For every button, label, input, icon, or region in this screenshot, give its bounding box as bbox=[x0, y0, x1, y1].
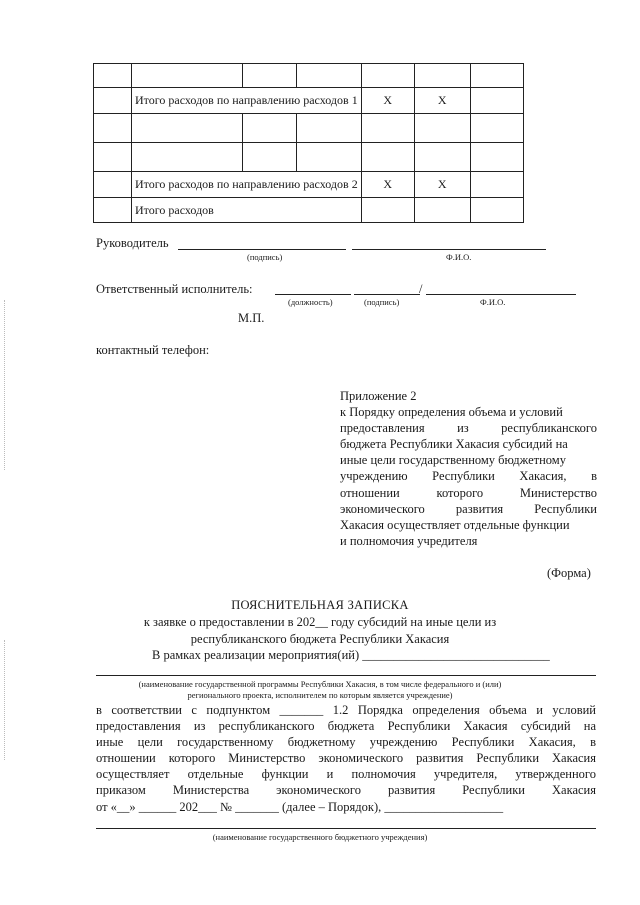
table-row bbox=[94, 143, 524, 172]
note-body-line: иные цели государственному бюджетному учреждению Республики Хакасия, в bbox=[96, 735, 596, 750]
table-row bbox=[94, 172, 524, 198]
appendix-block bbox=[340, 388, 597, 549]
table-row bbox=[94, 114, 524, 143]
appendix-line: к Порядку определения объема и условий bbox=[340, 405, 563, 420]
executor-label: Ответственный исполнитель: bbox=[96, 282, 253, 296]
note-body-line: предоставления из республиканского бюджета Республики Хакасия субсидий на bbox=[96, 719, 596, 734]
x-mark: X bbox=[361, 172, 414, 198]
row-total-direction-1-label: Итого расходов по направлению расходов 1 bbox=[132, 88, 362, 114]
executor-fio-caption: Ф.И.О. bbox=[480, 297, 506, 307]
table-row bbox=[94, 64, 524, 88]
appendix-line: бюджета Республики Хакасия субсидий на bbox=[340, 437, 568, 452]
note-body bbox=[96, 702, 596, 815]
seal-label: М.П. bbox=[238, 311, 265, 325]
appendix-line: отношении которого Министерство bbox=[340, 485, 597, 500]
appendix-line: и полномочия учредителя bbox=[340, 533, 478, 548]
expenses-table bbox=[93, 63, 524, 223]
institution-line bbox=[96, 828, 596, 829]
note-body-line: от «__» ______ 202___ № _______ (далее – Порядок), ___________________ bbox=[96, 799, 504, 814]
table-row bbox=[94, 198, 524, 223]
executor-position-caption: (должность) bbox=[288, 297, 333, 307]
phone-label: контактный телефон: bbox=[96, 343, 210, 357]
appendix-line: иные цели государственному бюджетному bbox=[340, 453, 566, 468]
note-title: ПОЯСНИТЕЛЬНАЯ ЗАПИСКА bbox=[231, 598, 409, 612]
appendix-line: учреждению Республики Хакасия, в bbox=[340, 469, 597, 484]
scan-edge-mark bbox=[4, 640, 6, 760]
program-caption-2: регионального проекта, исполнителем по которым является учреждение) bbox=[187, 690, 453, 700]
table-row bbox=[94, 88, 524, 114]
institution-caption: (наименование государственного бюджетного учреждения) bbox=[212, 832, 428, 842]
program-caption-1: (наименование государственной программы Республики Хакасия, в том числе федерального и (или) bbox=[138, 679, 502, 689]
measures-line: В рамках реализации мероприятия(ий) ______________________________ bbox=[152, 648, 550, 662]
head-signature-line bbox=[178, 249, 346, 250]
row-total-direction-2-label: Итого расходов по направлению расходов 2 bbox=[132, 172, 362, 198]
executor-signature-line bbox=[354, 294, 420, 295]
scan-edge-mark bbox=[4, 300, 6, 470]
head-label: Руководитель bbox=[96, 236, 169, 250]
executor-signature-caption: (подпись) bbox=[364, 297, 400, 307]
executor-position-line bbox=[275, 294, 351, 295]
appendix-line: экономического развития Республики bbox=[340, 501, 597, 516]
row-total-label: Итого расходов bbox=[132, 198, 362, 223]
appendix-line: Хакасия осуществляет отдельные функции bbox=[340, 517, 570, 532]
note-subtitle-2: республиканского бюджета Республики Хакасия bbox=[190, 632, 450, 646]
note-body-line: приказом Министерства экономического развития Республики Хакасия bbox=[96, 783, 596, 798]
form-label: (Форма) bbox=[547, 566, 591, 580]
x-mark: X bbox=[361, 88, 414, 114]
program-line bbox=[96, 675, 596, 676]
note-subtitle-1: к заявке о предоставлении в 202__ году субсидий на иные цели из bbox=[143, 615, 497, 629]
head-signature-caption: (подпись) bbox=[247, 252, 283, 262]
note-body-line: осуществляет отдельные функции и полномочия учредителя, утвержденного bbox=[96, 767, 596, 782]
appendix-line: предоставления из республиканского bbox=[340, 421, 597, 436]
note-body-line: в соответствии с подпунктом _______ 1.2 Порядка определения объема и условий bbox=[96, 703, 596, 717]
x-mark: X bbox=[414, 172, 470, 198]
head-fio-line bbox=[352, 249, 546, 250]
executor-fio-line bbox=[426, 294, 576, 295]
head-fio-caption: Ф.И.О. bbox=[446, 252, 472, 262]
note-body-line: отношении которого Министерство экономического развития Республики Хакасия bbox=[96, 751, 596, 766]
appendix-line: Приложение 2 bbox=[340, 389, 417, 403]
x-mark: X bbox=[414, 88, 470, 114]
